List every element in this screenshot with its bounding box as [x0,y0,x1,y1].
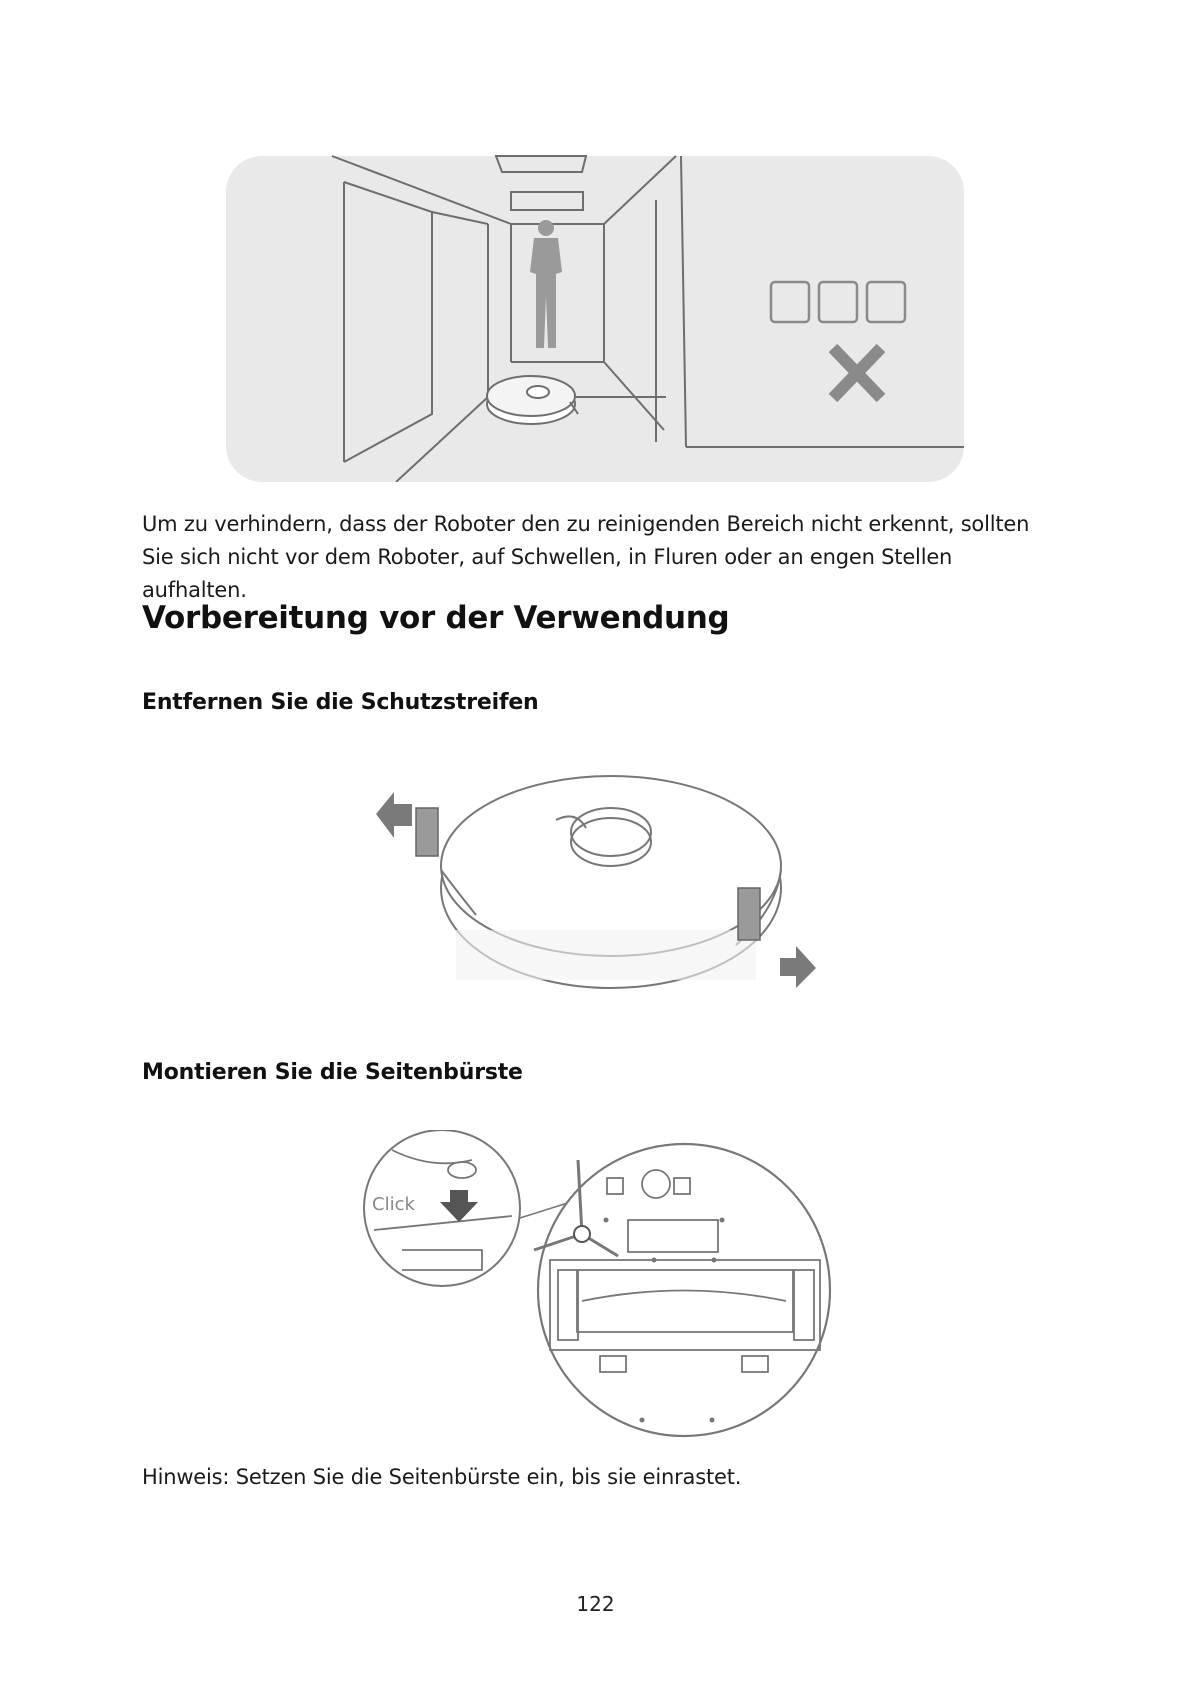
subsection-title-protective-strips: Entfernen Sie die Schutzstreifen [142,690,539,715]
note-text: Hinweis: Setzen Sie die Seitenbürste ein, bis sie einrastet. [142,1465,742,1489]
subsection-title-side-brush: Montieren Sie die Seitenbürste [142,1060,523,1085]
intro-paragraph: Um zu verhindern, dass der Roboter den zu reinigenden Bereich nicht erkennt, sollten Sie sich nicht vor dem Roboter, auf Schwellen, in Fluren oder an engen Stellen aufhalten. [142,512,1030,602]
click-label: Click [372,1194,415,1215]
protective-strips-illustration [376,770,826,998]
arrow-left-icon [376,792,412,838]
hallway-illustration [226,152,964,482]
side-brush-illustration [362,1130,832,1438]
page-number: 122 [576,1592,615,1616]
arrow-right-icon [780,946,816,988]
section-title: Vorbereitung vor der Verwendung [142,600,730,636]
